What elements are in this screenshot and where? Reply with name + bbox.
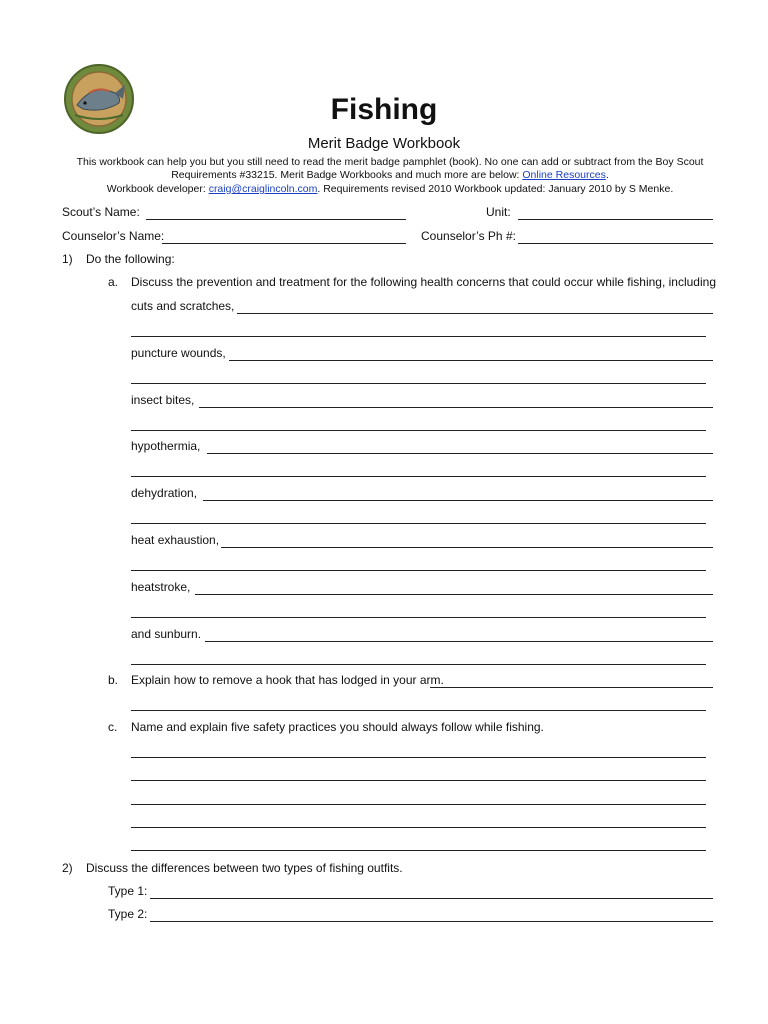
- health-item-answer-field-2[interactable]: [131, 336, 706, 337]
- health-item-answer-field-2[interactable]: [131, 476, 706, 477]
- req1c-answer-line[interactable]: [131, 757, 706, 758]
- type1-field[interactable]: [150, 898, 713, 899]
- health-item-label: insect bites,: [131, 393, 195, 407]
- health-item-label: puncture wounds,: [131, 346, 226, 360]
- health-item-label: hypothermia,: [131, 439, 201, 453]
- developer-email-link[interactable]: craig@craiglincoln.com: [208, 183, 318, 195]
- intro-line-3-suffix: . Requirements revised 2010 Workbook updated: January 2010 by S Menke.: [317, 183, 674, 195]
- intro-line-2-suffix: .: [605, 169, 609, 181]
- type2-field[interactable]: [150, 921, 713, 922]
- page-title: Fishing: [330, 93, 438, 126]
- req1b-answer-field[interactable]: [430, 687, 713, 688]
- req1-number: 1): [62, 252, 73, 266]
- req2-text: Discuss the differences between two types of fishing outfits.: [86, 861, 403, 875]
- req1b-letter: b.: [108, 673, 119, 687]
- intro-line-1: This workbook can help you but you still need to read the merit badge pamphlet (book). No one can add or subtract from the Boy Scout: [76, 156, 704, 168]
- online-resources-link[interactable]: Online Resources: [522, 169, 606, 181]
- health-item-answer-field[interactable]: [229, 360, 713, 361]
- health-item-answer-field[interactable]: [195, 594, 713, 595]
- health-item-answer-field-2[interactable]: [131, 617, 706, 618]
- health-item-answer-field[interactable]: [221, 547, 713, 548]
- health-item-label: cuts and scratches,: [131, 299, 235, 313]
- health-item-answer-field[interactable]: [205, 641, 713, 642]
- health-item-answer-field-2[interactable]: [131, 664, 706, 665]
- type1-label: Type 1:: [108, 884, 148, 898]
- health-item-answer-field-2[interactable]: [131, 383, 706, 384]
- health-item-answer-field[interactable]: [207, 453, 713, 454]
- req1a-text: Discuss the prevention and treatment for the following health concerns that could occur while fishing, including: [131, 275, 716, 289]
- intro-line-2: [60, 168, 720, 182]
- health-item-answer-field[interactable]: [203, 500, 713, 501]
- intro-line-3: [60, 182, 720, 196]
- counselor-name-field[interactable]: [162, 243, 406, 244]
- unit-field[interactable]: [518, 219, 713, 220]
- req1b-text: Explain how to remove a hook that has lodged in your arm.: [131, 673, 444, 687]
- scout-name-label: Scout’s Name:: [62, 205, 140, 219]
- req1-text: Do the following:: [86, 252, 175, 266]
- req1a-letter: a.: [108, 275, 119, 289]
- req1c-letter: c.: [108, 720, 118, 734]
- req1c-answer-line[interactable]: [131, 850, 706, 851]
- health-item-answer-field-2[interactable]: [131, 570, 706, 571]
- req1c-text: Name and explain five safety practices you should always follow while fishing.: [131, 720, 544, 734]
- page-subtitle: Merit Badge Workbook: [307, 135, 461, 152]
- health-item-answer-field-2[interactable]: [131, 430, 706, 431]
- req1c-answer-line[interactable]: [131, 780, 706, 781]
- unit-label: Unit:: [486, 205, 511, 219]
- health-item-label: heatstroke,: [131, 580, 191, 594]
- req2-number: 2): [62, 861, 73, 875]
- health-item-label: heat exhaustion,: [131, 533, 220, 547]
- intro-line-2-text: Requirements #33215. Merit Badge Workbooks and much more are below:: [171, 169, 523, 181]
- health-item-answer-field-2[interactable]: [131, 523, 706, 524]
- counselor-phone-field[interactable]: [518, 243, 713, 244]
- health-item-answer-field[interactable]: [199, 407, 713, 408]
- health-item-answer-field[interactable]: [237, 313, 713, 314]
- scout-name-field[interactable]: [146, 219, 406, 220]
- req1c-answer-line[interactable]: [131, 827, 706, 828]
- req1c-answer-line[interactable]: [131, 804, 706, 805]
- health-item-label: dehydration,: [131, 486, 198, 500]
- type2-label: Type 2:: [108, 907, 148, 921]
- req1b-answer-field-2[interactable]: [131, 710, 706, 711]
- counselor-phone-label: Counselor’s Ph #:: [421, 229, 516, 243]
- health-item-label: and sunburn.: [131, 627, 202, 641]
- counselor-name-label: Counselor’s Name:: [62, 229, 165, 243]
- intro-line-3-text: Workbook developer:: [106, 183, 209, 195]
